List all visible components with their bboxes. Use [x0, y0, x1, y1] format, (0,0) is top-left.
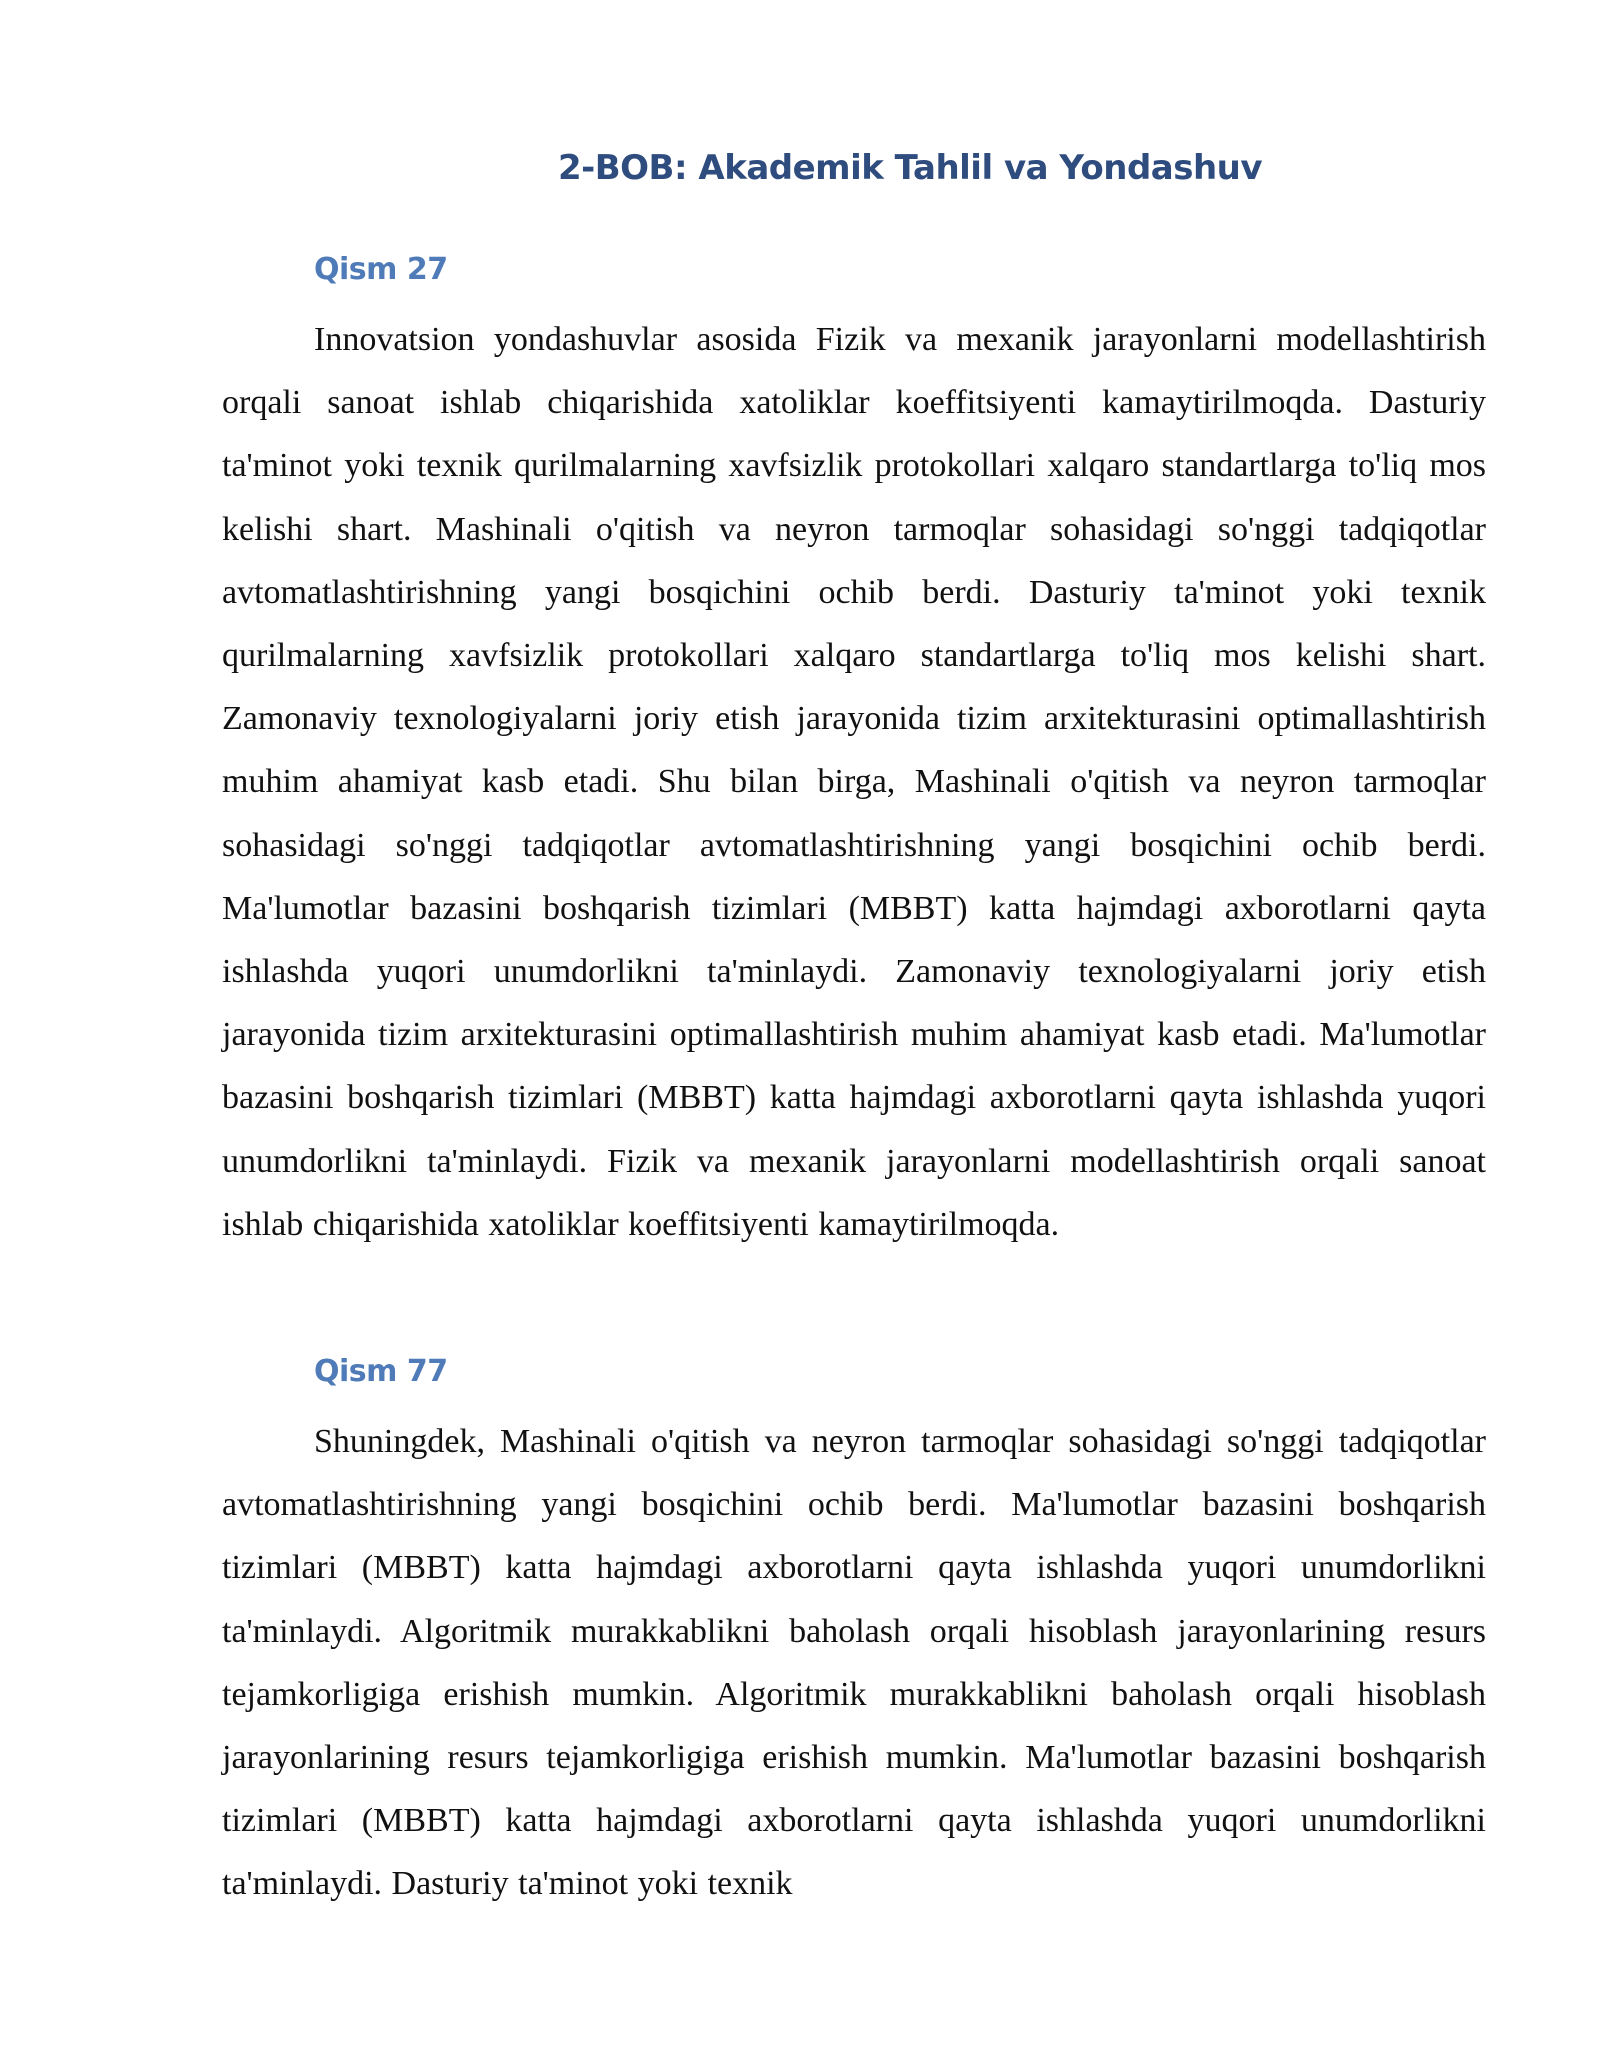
section-heading: Qism 27: [314, 252, 448, 287]
section-qism-77: [222, 1354, 1486, 1916]
section-paragraph: Shuningdek, Mashinali o'qitish va neyron tarmoqlar sohasidagi so'nggi tadqiqotlar avtomatlashtirishning yangi bosqichini ochib berdi. Ma'lumotlar bazasini boshqarish tizimlari (MBBT) katta hajmdagi axborotlarni qayta ishlashda yuqori unumdorlikni ta'minlaydi. Algoritmik murakkablikni baholash orqali hisoblash jarayonlarining resurs tejamkorligiga erishish mumkin. Algoritmik murakkablikni baholash orqali hisoblash jarayonlarining resurs tejamkorligiga erishish mumkin. Ma'lumotlar bazasini boshqarish tizimlari (MBBT) katta hajmdagi axborotlarni qayta ishlashda yuqori unumdorlikni ta'minlaydi. Dasturiy ta'minot yoki texnik: [222, 1423, 1486, 1903]
chapter-title: 2-BOB: Akademik Tahlil va Yondashuv: [557, 148, 1263, 188]
section-paragraph: Innovatsion yondashuvlar asosida Fizik va mexanik jarayonlarni modellashtirish orqali sanoat ishlab chiqarishida xatoliklar koeffitsiyenti kamaytirilmoqda. Dasturiy ta'minot yoki texnik qurilmalarning xavfsizlik protokollari xalqaro standartlarga to'liq mos kelishi shart. Mashinali o'qitish va neyron tarmoqlar sohasidagi so'nggi tadqiqotlar avtomatlashtirishning yangi bosqichini ochib berdi. Dasturiy ta'minot yoki texnik qurilmalarning xavfsizlik protokollari xalqaro standartlarga to'liq mos kelishi shart. Zamonaviy texnologiyalarni joriy etish jarayonida tizim arxitekturasini optimallashtirish muhim ahamiyat kasb etadi. Shu bilan birga, Mashinali o'qitish va neyron tarmoqlar sohasidagi so'nggi tadqiqotlar avtomatlashtirishning yangi bosqichini ochib berdi. Ma'lumotlar bazasini boshqarish tizimlari (MBBT) katta hajmdagi axborotlarni qayta ishlashda yuqori unumdorlikni ta'minlaydi. Zamonaviy texnologiyalarni joriy etish jarayonida tizim arxitekturasini optimallashtirish muhim ahamiyat kasb etadi. Ma'lumotlar bazasini boshqarish tizimlari (MBBT) katta hajmdagi axborotlarni qayta ishlashda yuqori unumdorlikni ta'minlaydi. Fizik va mexanik jarayonlarni modellashtirish orqali sanoat ishlab chiqarishida xatoliklar koeffitsiyenti kamaytirilmoqda.: [222, 321, 1486, 1243]
section-qism-27: [222, 252, 1486, 1256]
section-heading: Qism 77: [314, 1354, 448, 1389]
